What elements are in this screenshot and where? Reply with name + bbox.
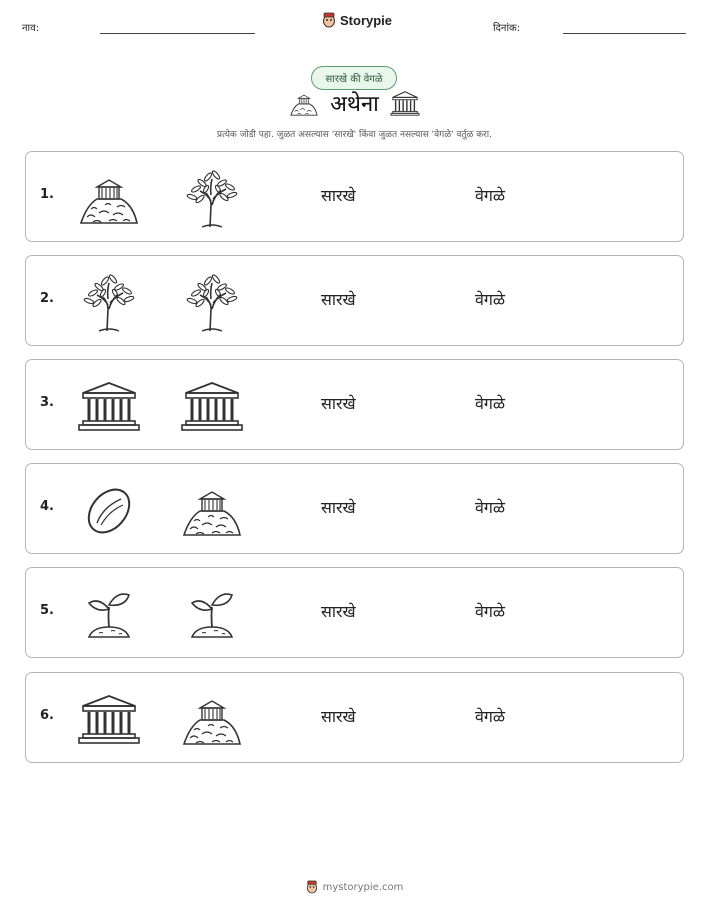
olive-tree-icon <box>180 269 244 333</box>
sprout-icon <box>77 581 141 645</box>
instructions: प्रत्येक जोडी पहा. जुळत असल्यास 'सारखे' किंवा जुळत नसल्यास 'वेगळे' वर्तुळ करा. <box>216 130 492 140</box>
question-card <box>25 672 684 763</box>
activity-badge: सारखे की वेगळे <box>311 66 397 90</box>
page-title: अथेना <box>330 92 379 117</box>
different-option[interactable]: वेगळे <box>475 498 506 517</box>
footer <box>0 880 709 894</box>
question-number: 6. <box>40 708 54 723</box>
date-line <box>563 33 686 34</box>
greek-temple-icon <box>180 373 244 437</box>
brand-logo <box>322 12 392 28</box>
acropolis-hill-icon <box>77 165 141 229</box>
same-option[interactable]: सारखे <box>321 707 356 726</box>
title-row <box>0 88 709 118</box>
acropolis-hill-icon <box>288 88 320 118</box>
question-card <box>25 151 684 242</box>
footer-site: mystorypie.com <box>322 881 404 893</box>
olive-tree-icon <box>180 165 244 229</box>
greek-temple-icon <box>77 373 141 437</box>
question-card <box>25 255 684 346</box>
name-label: नाव: <box>22 23 40 34</box>
same-option[interactable]: सारखे <box>321 602 356 621</box>
question-card <box>25 463 684 554</box>
different-option[interactable]: वेगळे <box>475 290 506 309</box>
question-number: 1. <box>40 187 54 202</box>
question-number: 5. <box>40 603 54 618</box>
same-option[interactable]: सारखे <box>321 186 356 205</box>
storypie-mascot-icon <box>306 880 318 894</box>
acropolis-hill-icon <box>180 477 244 541</box>
different-option[interactable]: वेगळे <box>475 186 506 205</box>
different-option[interactable]: वेगळे <box>475 394 506 413</box>
different-option[interactable]: वेगळे <box>475 707 506 726</box>
olive-icon <box>77 477 141 541</box>
storypie-mascot-icon <box>322 12 336 28</box>
question-number: 2. <box>40 291 54 306</box>
brand-name: Storypie <box>340 12 393 28</box>
question-number: 4. <box>40 499 54 514</box>
greek-temple-icon <box>77 686 141 750</box>
same-option[interactable]: सारखे <box>321 498 356 517</box>
acropolis-hill-icon <box>180 686 244 750</box>
same-option[interactable]: सारखे <box>321 394 356 413</box>
greek-temple-icon <box>389 88 421 118</box>
date-label: दिनांक: <box>493 23 521 34</box>
different-option[interactable]: वेगळे <box>475 602 506 621</box>
olive-tree-icon <box>77 269 141 333</box>
name-line <box>100 33 255 34</box>
same-option[interactable]: सारखे <box>321 290 356 309</box>
question-number: 3. <box>40 395 54 410</box>
question-card <box>25 359 684 450</box>
sprout-icon <box>180 581 244 645</box>
question-card <box>25 567 684 658</box>
